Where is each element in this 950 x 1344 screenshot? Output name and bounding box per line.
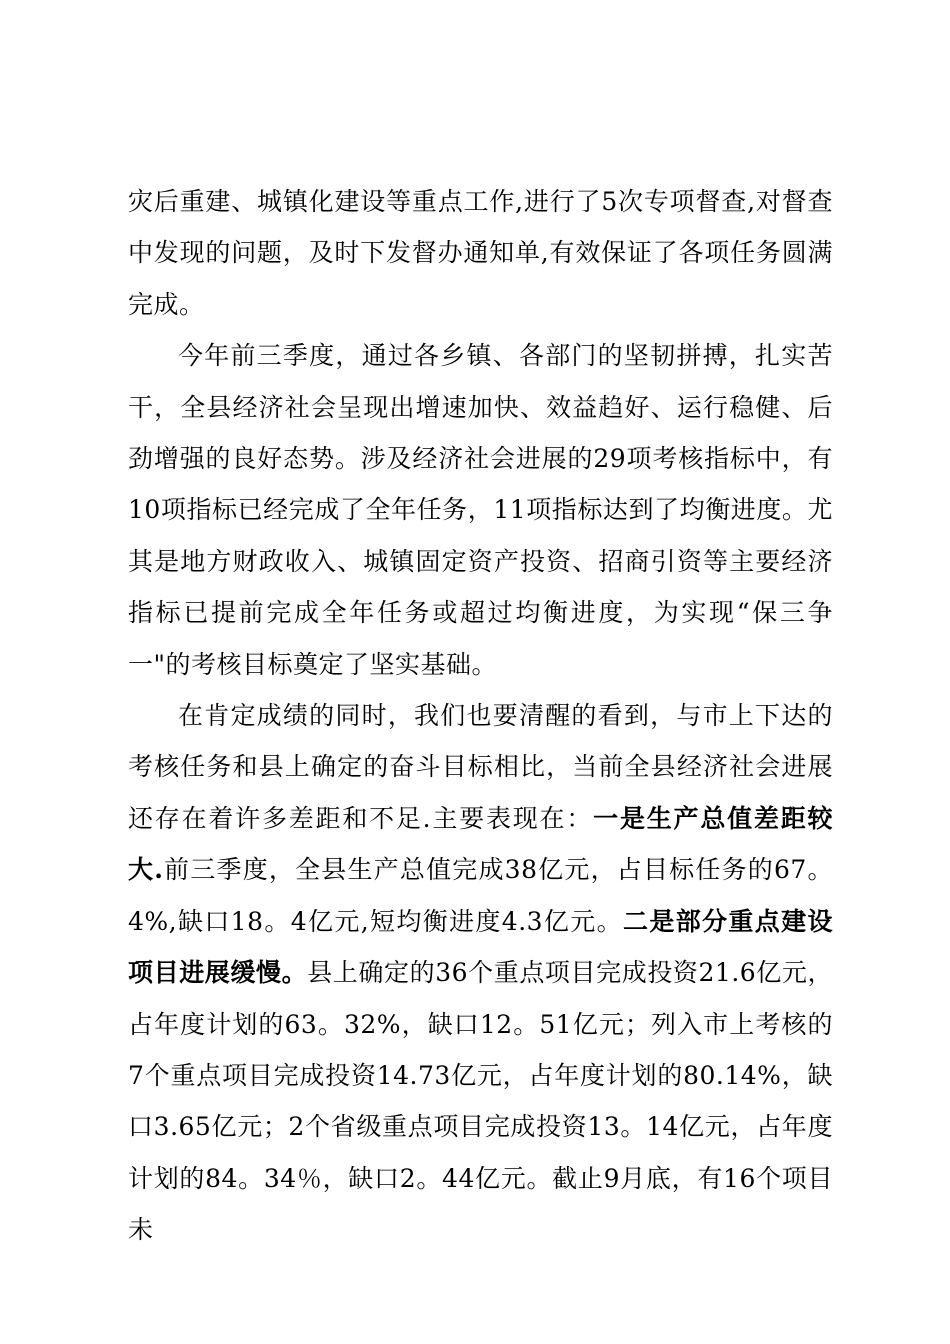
paragraph-1 xyxy=(128,176,833,330)
paragraph-1-text: 灾后重建、城镇化建设等重点工作,进行了5次专项督查,对督查中发现的问题，及时下发督办通知单,有效保证了各项任务圆满完成。 xyxy=(128,187,833,319)
paragraph-2 xyxy=(128,330,833,690)
point-one-heading: 一是生产总值差距较大. xyxy=(128,803,833,885)
paragraph-3 xyxy=(128,690,833,1255)
document-body xyxy=(128,176,833,1256)
point-two-heading: 二是部分重点建设项目进展缓慢。 xyxy=(128,906,833,988)
point-two-text: 县上确定的36个重点项目完成投资21.6亿元，占年度计划的63。32%，缺口12。51亿元；列入市上考核的7个重点项目完成投资14.73亿元，占年度计划的80.14%，缺口3.65亿元；2个省级重点项目完成投资13。14亿元，占年度计划的84。34％，缺口2。44亿元。截止9月底，有16个项目未 xyxy=(128,958,833,1245)
point-one-text: 前三季度，全县生产总值完成38亿元，占目标任务的67。4%,缺口18。4亿元,短均衡进度4.3亿元。 xyxy=(128,855,833,936)
paragraph-3-intro: 在肯定成绩的同时，我们也要清醒的看到，与市上下达的考核任务和县上确定的奋斗目标相比，当前全县经济社会进展还存在着许多差距和不足.主要表现在： xyxy=(128,701,833,833)
paragraph-2-text: 今年前三季度，通过各乡镇、各部门的坚韧拼搏，扎实苦干，全县经济社会呈现出增速加快、效益趋好、运行稳健、后劲增强的良好态势。涉及经济社会进展的29项考核指标中，有10项指标已经完成了全年任务，11项指标达到了均衡进度。尤其是地方财政收入、城镇固定资产投资、招商引资等主要经济指标已提前完成全年任务或超过均衡进度，为实现“保三争一"的考核目标奠定了坚实基础。 xyxy=(128,341,833,679)
